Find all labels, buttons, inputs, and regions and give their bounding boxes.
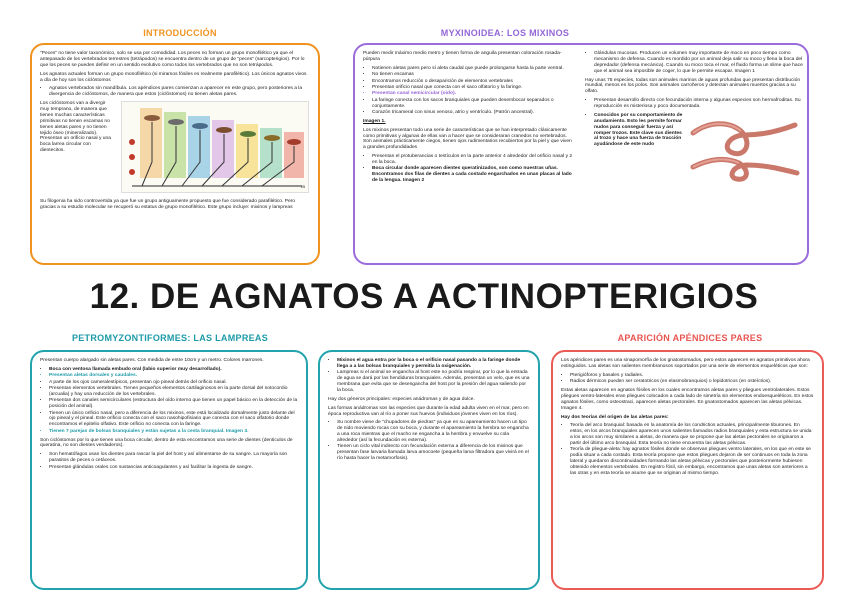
- lampreas-bullet: • Presentan dos canales semicirculares (estructura del oído interno que tienen un papel básico en la detección de la posición del animal).: [49, 398, 298, 410]
- lampreas-bullet: • Tienen un único orificio nasal, pero a diferencia de los mixinos, este está localizado dorsalmente justo delante del ojo pineal y el pineal. Este orificio conecta con el saco nasohipofisiario que conecta con el saco olfatorio donde encontramos el epitelio olfativo. Este orificio no conecta con la faringe.: [49, 411, 298, 429]
- mixinos-bullet: • Notienen aletas pares pero sí aleta caudal que puede prolongarse hasta la parte ventral.: [372, 66, 575, 72]
- intro-paragraph-4: Su filogenia ha sido controvertida ya que fue un grupo antiguamente propuesto que fue considerado parafilético. Pero gracias a su estudio molecular se recuperó su estatus de grupo monofilético. Este grupo incluye: mixinos y lampreas: [40, 199, 296, 210]
- apendices-bullet-2: • Teoría del arco branquial: basada en la anatomía de los condrictios actuales, principalmente tiburones. En estos, en los arcos branquiales aparecen unos salientes llamados radios branquiales y esta estructura se unida a los arcos son muy similares a aletas, de manera que se propone que las aletas pectorales se originaron a partir del último arco branquial. Esta teoría no tiene encuentra las aletas pélvicas.: [570, 423, 814, 447]
- lampreas-bullet: • A parte de los ojos cameralestípicos, presentan ojo pineal detrás del orificio nasal.: [49, 380, 298, 386]
- apendices-title: APARICIÓN APÉNDICES PARES: [617, 333, 763, 343]
- apendices-paragraph-3: Hay dos teorías del origen de las aletas pares:: [561, 414, 669, 420]
- mixinos-bullet: • No tienen escamas: [372, 72, 575, 78]
- lampreas-paragraph-2: Son ciclóstomos por lo que tienen una boca circular, dentro de esta encontramos una serie de dientes (denticulos de queratina, no son dientes verdaderos).: [40, 437, 293, 449]
- lampreas-bullet: • Presentan aletas dorsales y caudales.: [49, 373, 298, 379]
- intro-paragraph-2: Los agnatos actuales forman un grupo monofilético (si miramos fósiles es realmente parafilético). Los únicos agnatos vivos a día de hoy son los ciclóstomos: [40, 71, 307, 83]
- lampreas-bullet: • Presentan elementos vertebrales. Tienen pequeños elementos cartilaginosos en la parte dorsal del notocordio (arcualia) y hay una reducción de los vertebrales.: [49, 386, 298, 398]
- mixinos-box: [353, 43, 809, 265]
- mixinos-col-2: [585, 51, 805, 258]
- apendices-box: [551, 350, 824, 590]
- apendices-paragraph-2: Estas aletas aparecen en agnatos fósiles en los cuales encontramos aletas pares y pliegues ventrolaterales. Estos pliegues ventro-laterales eran pliegues colocados a cada lado de simetría sin elementos endoesqueléticos. En estos agnatos fósiles, como osteostraci, aparecen aletas pectorales. En gnatostomados aparecen las aletas pélvicas. Imagen 4.: [561, 388, 814, 411]
- page-title: 12. DE AGNATOS A ACTINOPTERIGIOS: [89, 277, 759, 316]
- intro-title: INTRODUCCIÓN: [143, 28, 217, 38]
- lampreas-bullet: • Boca con ventosa llamada embudo oral (labio superior muy desarrollado).: [49, 367, 298, 373]
- mixinos-bullet: • La faringe conecta con los sacos branquiales que pueden desembocar separados o conjuntamente.: [372, 98, 575, 110]
- mixinos-col-1: [363, 51, 575, 258]
- lampreas-title: PETROMYZONTIFORMES: LAS LAMPREAS: [71, 333, 269, 343]
- lampreas2-bullet-2: • Su nombre viene de "chupadores de piedras" ya que en su apareamiento hacen un tipo de nido moviendo rocas con su boca, y durante el apareamiento la hembra se engancha a una roca mientras que el macho se engancha a la hembra y envuelve su cola alrededor (así la fecundación es externa).: [337, 420, 530, 444]
- mixinos-bullet: • Presentan canal semicircular (oido).: [372, 91, 575, 97]
- lampreas-box: [30, 350, 308, 590]
- mixinos-bullet-2: • Boca circular donde aparecen dientes queratinizados, son como nuestras uñas. Encontramos dos filas de dientes a cada costado engarchados en unas placas al lado de la lengua. Imagen 2: [372, 166, 575, 184]
- mixinos-paragraph-2: Los mixinos presentan todo una serie de características que se han interpretado clásicamente como primitivas y algunas de ellas van a hacer que se consideraran cranedos no vertebrados. Son animales prácticamente ciegos, tienen ojos rudimentarios recubiertos por la piel y que viven a grandes profundidades: [363, 127, 572, 151]
- mixinos-col2-bullet-2: • Presentan desarrollo directo con fecundación interna y algunas especies son hermafroditas. Su reproducción es misteriosa y poco documentada.: [594, 98, 805, 110]
- cladogram-svg: [122, 102, 310, 194]
- lampreas2-paragraph-1: Hay dos géneros principales: especies anádromas y de agua dulce.: [328, 396, 475, 402]
- lampreas2-paragraph-2: Las formas anádromas son las especies que durante la edad adulta viven en el mar, pero en época reproductiva van al río a poner sus huevos (individuos jóvenes viven en los ríos).: [328, 405, 529, 417]
- apendices-bullet: • Pterigióforos y basales y radiales.: [570, 373, 814, 379]
- lampreas2-bullet-2: • Tienen un ciclo vital indirecto con fecundación externa a diferencia de los mixinos que presentan fase larvaria llamada larva amocoete (pequeña larva filtradora que vivirá en el río hasta hacer la metamorfosis).: [337, 444, 530, 462]
- lampreas2-bullet: • Mixinos el agua entra por la boca o el orificio nasal pasando a la faringe donde llega a a las bolsas branquiales y permitia la oxigenación.: [337, 358, 530, 370]
- apendices-bullet: • Radios dérmicos pueden ser ceratotricos (en elasmobranquios) o lepidotricos (en osteíctios).: [570, 379, 814, 385]
- cladogram-figure: [121, 101, 309, 193]
- mixinos-title: MYXINOIDEA: LOS MIXINOS: [440, 28, 570, 38]
- lampreas-box-2: [318, 350, 540, 590]
- knot-figure: [689, 113, 801, 185]
- intro-paragraph-1: "Peces" no tiene valor taxonómico, solo se usa por comodidad. Los peces no forman un grupo monofilético ya que el antepasado de los vertebrados terrestres (tetrápodos) se encuentra dentro de un grupo de "peces" (sarcopterigios). Por lo que los peces se pueden definir en un sentido evolutivo como todos los vertebrados que no son tetrápodos.: [40, 51, 305, 68]
- mixinos-col2-bullet-3: • Conocidos por su comportamiento de anudamiento. Esto les permite formar nudos para conseguir fuerza y así romper trozos. Este clave sus dientes al trozo y hace una fuerza de tracción ayudándose de este nudo: [594, 113, 685, 148]
- lampreas-bullet-2: • Presentan glándulas orales con sustancias anticoagulantes y así facilitar la ingesta de sangre.: [49, 465, 298, 471]
- cladogram-caption: IB: [301, 184, 305, 190]
- apendices-paragraph-1: Los apéndices pares es una sinapomorfía de los gnatostomados, pero estos aparecen en agnatos primitivos ahora extinguidos. Las aletas son salientes membranosos soportados por una serie de elementos esqueléticos que son:: [561, 358, 810, 369]
- lampreas2-bullet: • Lampreas si el animal se engancha al host este no podría respirar, por lo que la entrada de agua se dará por las hendiduras branquiales. Además, presentan un velo, que es una membrana que evita que se desengancha del host por la presión del agua saliendo por la boca.: [337, 370, 530, 394]
- apendices-bullet-2: • Teoría de pliegue-aleta: hay agnatos fósiles donde se observan pliegues ventro laterales, en los que en este se podía situar a cada costado. Esta teoría propone que estos pliegues dejaron de ser continuos en toda la zona lateral y quedaron discontinuidades formando las aletas pélvicas y pectorales que posteriormente hubiesen obtenido elementos vertebrales. En registro fósil, sin embargo, encontramos que unas aletas son anteriores a las otras y en esta teoría se asume que se originan al mismo tiempo.: [570, 447, 814, 476]
- mixinos-bullet: • Corazón tricameral con sinus venoso, atrio y ventrículo. (Patrón ancestral).: [372, 110, 575, 116]
- intro-bullet-1: • Agnatos vertebrados sin mandíbula. Los apéndices pares comienzan a aparecer en este grupo, pero posteriores a la divergencia de ciclóstomos, de manera que estos (ciclóstomos) no tienen aletas pares.: [49, 86, 310, 98]
- mixinos-bullet-2: • Presentan el protuberancias o testículos en la parte anterior 4 alrededor del orificio nasal y 2 en la boca.: [372, 154, 575, 166]
- mixinos-col2-paragraph: Hay unas 75 especies, todas son animales marinos de aguas profundas que presentan distribución mundial, menos en los polos. Son animales carroñeros y detectan animales muertos gracias a su olfato.: [585, 77, 801, 95]
- knot-svg: [689, 113, 801, 185]
- mixinos-image-ref: Imagen 1.: [363, 118, 386, 124]
- mixinos-paragraph-1: Pueden medir máximo medio metro y tienen forma de anguila presentan coloración rosada-púrpura: [363, 51, 562, 62]
- mixinos-col2-bullet: • Glándulas mucosas. Producen un volumen muy importante de moco en poco tiempo como mecanismo de defensa. Cuando es mordido por un animal deja salir su moco y llena la boca del depredador (defensa mecánica). Cuando su moco toca el mar, el fluido forma un slime que hace que el animal sea imposible de coger, lo que le permite escapar. Imagen 1: [594, 51, 805, 75]
- lampreas-bullet: • Tienen 7 parejas de bolsas branquiales y están sujetas a la cesta branquial. Imagen 3.: [49, 429, 298, 435]
- intro-paragraph-3: Los ciclóstomos van a divergir muy temprano, de manera que tienen muchas características primitivas no tienen escamas no tienen aletas pares y no tienen tejido óseo (mineralizado). Presentan un orificio nasal y una boca larrea circular con dientecitos.: [40, 101, 111, 154]
- lampreas-bullet-2: • Son hematófagos usan los dientes para rascar la piel del host y así alimentarse de su sangre. La mayoría son parasitos de peces o cetáceos.: [49, 452, 298, 464]
- lampreas-paragraph-1: Presentan cuerpo alargado sin aletas pares. Con medida de entre 10cm y un metro. Colores marrones.: [40, 358, 264, 363]
- mixinos-bullet: • Encontramos reducción o desaparición de elementos vertebrales: [372, 79, 575, 85]
- mixinos-bullet: • Presentan orificio nasal que conecta con el saco olfatorio y la faringe.: [372, 85, 575, 91]
- intro-box: [30, 43, 320, 265]
